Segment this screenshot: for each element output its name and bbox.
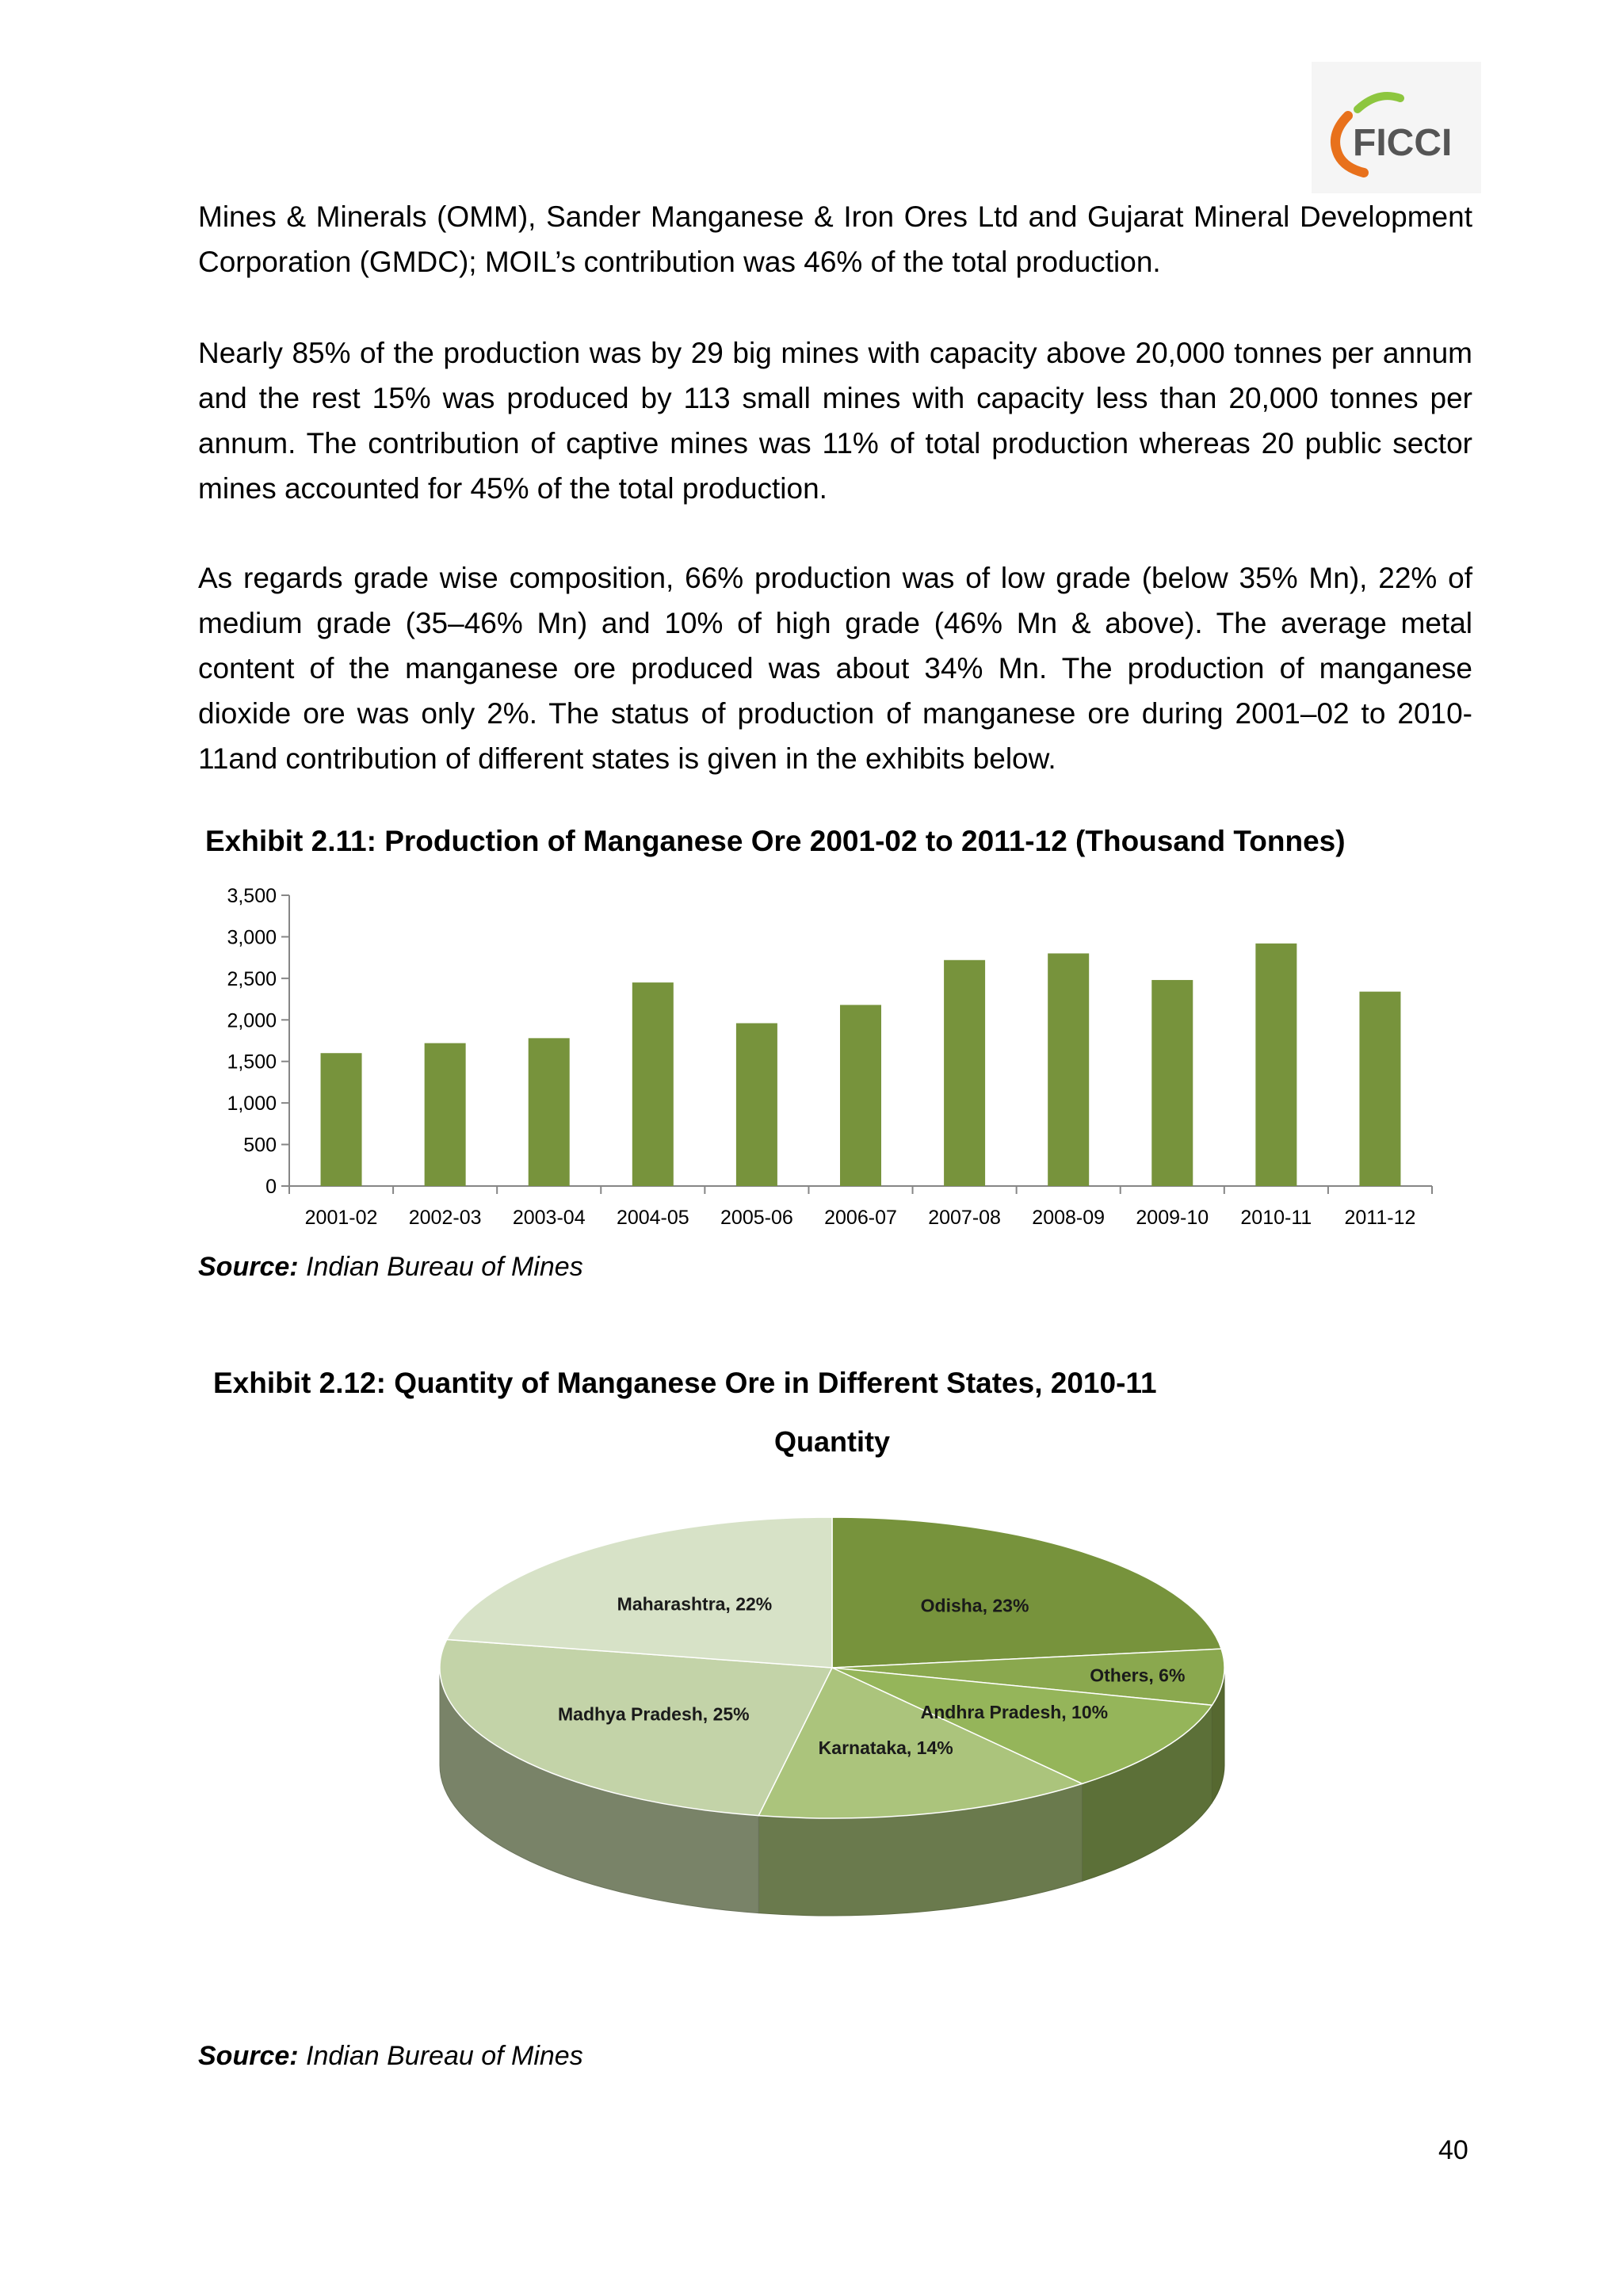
pie-slice-label: Andhra Pradesh, 10%: [920, 1701, 1109, 1722]
bar: [529, 1038, 570, 1186]
x-tick-label: 2004-05: [616, 1207, 689, 1229]
pie-slice-label: Others, 6%: [1090, 1665, 1186, 1686]
x-tick-label: 2001-02: [304, 1207, 378, 1229]
bar: [632, 982, 674, 1186]
pie-slice-label: Madhya Pradesh, 25%: [558, 1703, 750, 1725]
pie-slice-label: Maharashtra, 22%: [617, 1593, 773, 1615]
paragraph-1: Mines & Minerals (OMM), Sander Manganese & Iron Ores Ltd and Gujarat Mineral Development Corporation (GMDC); MOIL’s contribution was 46% of the total production.: [198, 200, 1472, 278]
source-label: Source:: [198, 2041, 299, 2071]
y-tick-label: 0: [265, 1176, 277, 1198]
x-tick-label: 2011-12: [1344, 1207, 1416, 1229]
paragraph-3: As regards grade wise composition, 66% production was of low grade (below 35% Mn), 22% of medium grade (35–46% Mn) and 10% of high grade (46% Mn & above). The average metal content of the manganese ore produced was about 34% Mn. The production of manganese dioxide ore was only 2%. The status of production of manganese ore during 2001–02 to 2010-11and contribution of different states is given in the exhibits below.: [198, 562, 1472, 775]
ficci-logo: [1312, 62, 1481, 193]
x-tick-label: 2009-10: [1136, 1207, 1209, 1229]
x-tick-label: 2008-09: [1032, 1207, 1106, 1229]
source-note-1: [198, 1250, 583, 1283]
y-tick-label: 3,500: [227, 885, 277, 907]
bar: [1048, 953, 1089, 1186]
bar: [425, 1043, 466, 1186]
bar: [321, 1053, 362, 1186]
y-tick-label: 3,000: [227, 926, 277, 949]
exhibit-2-12-title: Exhibit 2.12: Quantity of Manganese Ore in Different States, 2010-11: [213, 1367, 1157, 1399]
source-note-2: [198, 2039, 583, 2073]
pie-slice-label: Odisha, 23%: [920, 1595, 1029, 1616]
x-tick-label: 2006-07: [824, 1207, 897, 1229]
page-number: 40: [1438, 2135, 1468, 2165]
paragraph-2: Nearly 85% of the production was by 29 big mines with capacity above 20,000 tonnes per annum and the rest 15% was produced by 113 small mines with capacity less than 20,000 tonnes per annum. The contribution of captive mines was 11% of total production whereas 20 public sector mines accounted for 45% of the total production.: [198, 337, 1472, 505]
x-tick-label: 2003-04: [512, 1207, 586, 1229]
y-tick-label: 1,500: [227, 1051, 277, 1074]
x-tick-label: 2007-08: [928, 1207, 1001, 1229]
y-tick-label: 2,500: [227, 967, 277, 990]
states-pie-chart: [372, 1410, 1292, 2012]
bar: [1255, 944, 1296, 1186]
y-tick-label: 1,000: [227, 1093, 277, 1116]
pie-slice-label: Karnataka, 14%: [818, 1737, 953, 1759]
bar: [944, 960, 985, 1186]
logo-text: FICCI: [1353, 122, 1453, 164]
source-label: Source:: [198, 1252, 299, 1282]
pie-title: Quantity: [773, 1425, 891, 1458]
x-tick-label: 2010-11: [1240, 1207, 1312, 1229]
y-tick-label: 2,000: [227, 1009, 277, 1032]
x-tick-label: 2002-03: [408, 1207, 482, 1229]
y-tick-label: 500: [243, 1134, 277, 1157]
x-tick-label: 2005-06: [720, 1207, 793, 1229]
bar: [840, 1005, 881, 1186]
bar: [1359, 992, 1400, 1186]
bar: [736, 1023, 777, 1186]
production-bar-chart: [190, 871, 1442, 1244]
source-text: Indian Bureau of Mines: [298, 1252, 583, 1282]
source-text: Indian Bureau of Mines: [298, 2041, 583, 2071]
pie-slice: [832, 1517, 1221, 1668]
bar: [1151, 980, 1193, 1186]
ficci-logo-icon: [1312, 62, 1481, 193]
exhibit-2-11-title: Exhibit 2.11: Production of Manganese Ore 2001-02 to 2011-12 (Thousand Tonnes): [205, 825, 1346, 857]
